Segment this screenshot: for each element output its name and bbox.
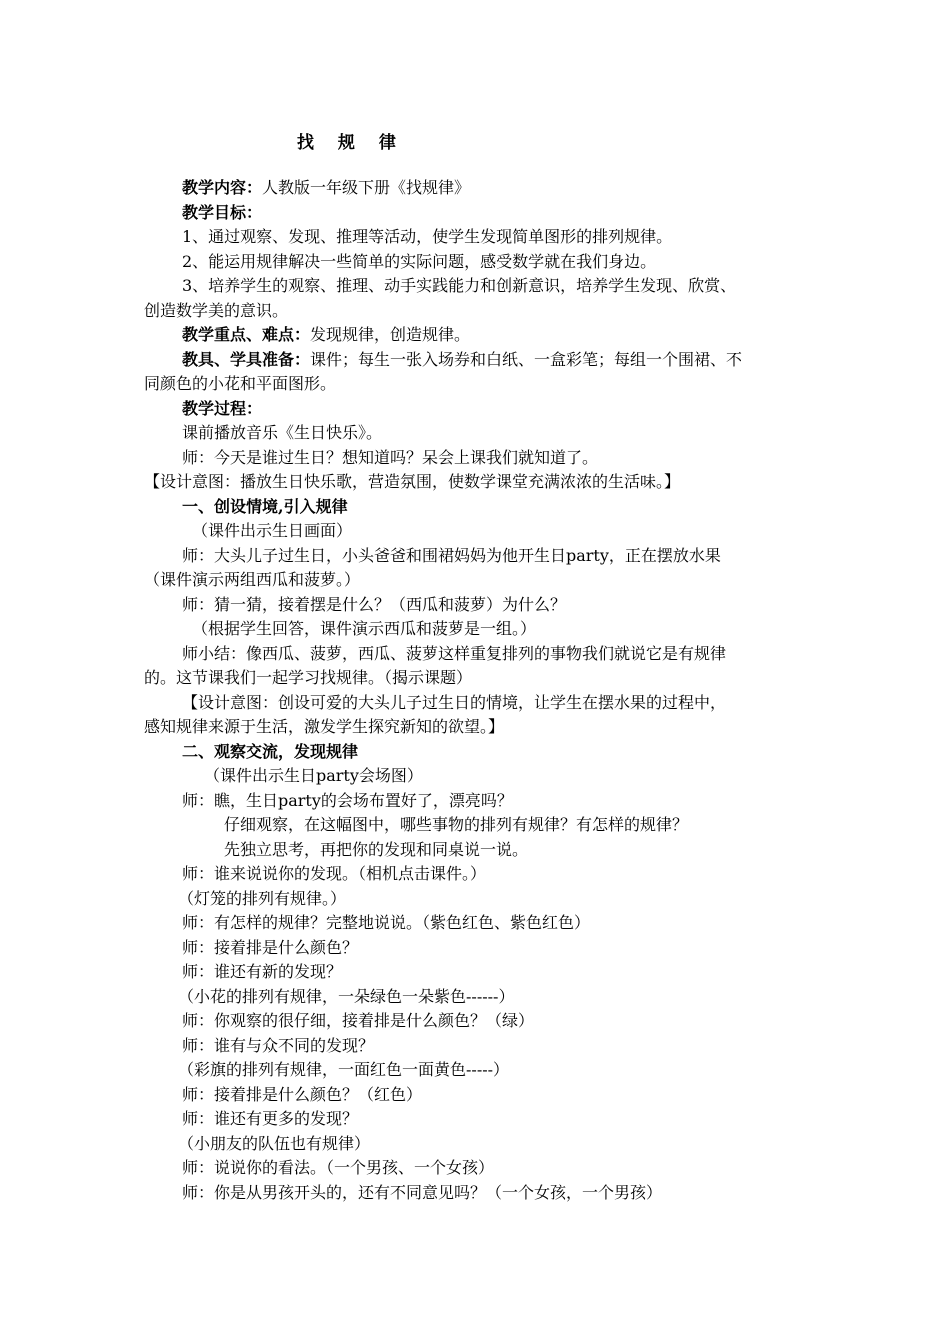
paragraph-line: 师：大头儿子过生日，小头爸爸和围裙妈妈为他开生日party，正在摆放水果 [182, 545, 721, 565]
paragraph-line: 课前播放音乐《生日快乐》。 [182, 423, 383, 442]
paragraph-line: （灯笼的排列有规律。） [178, 888, 347, 908]
paragraph-line: 师：今天是谁过生日？想知道吗？呆会上课我们就知道了。 [182, 447, 599, 467]
paragraph-line: 师：谁有与众不同的发现？ [182, 1035, 375, 1055]
paragraph-line: 师：接着排是什么颜色？（红色） [182, 1084, 423, 1104]
paragraph-line: 3、培养学生的观察、推理、动手实践能力和创新意识，培养学生发现、欣赏、 [182, 276, 737, 295]
paragraph-line: （课件出示生日画面） [192, 521, 353, 540]
paragraph-line: （根据学生回答，课件演示西瓜和菠萝是一组。） [192, 619, 537, 638]
paragraph-line: 的。这节课我们一起学习找规律。（揭示课题） [144, 668, 473, 687]
paragraph-line: （课件出示生日party会场图） [204, 766, 423, 785]
paragraph-line: （彩旗的排列有规律，一面红色一面黄色-----） [178, 1060, 510, 1079]
paragraph-line: 师：猜一猜，接着摆是什么？（西瓜和菠萝）为什么？ [182, 594, 567, 614]
paragraph-line: 师小结：像西瓜、菠萝，西瓜、菠萝这样重复排列的事物我们就说它是有规律 [182, 643, 727, 663]
paragraph-line: 师：有怎样的规律？完整地说说。（紫色红色、紫色红色） [182, 913, 591, 932]
document-title: 找 规 律 [297, 133, 405, 153]
paragraph-line: （小花的排列有规律，一朵绿色一朵紫色------） [178, 986, 515, 1006]
document-body [144, 176, 808, 1205]
paragraph-line: 【设计意图：创设可爱的大头儿子过生日的情境，让学生在摆水果的过程中， [182, 692, 727, 712]
section-heading: 二、观察交流，发现规律 [182, 741, 359, 761]
paragraph-line: 教具、学具准备：课件；每生一张入场券和白纸、一盒彩笔；每组一个围裙、不 [182, 349, 743, 369]
paragraph-line: 师：你是从男孩开头的，还有不同意见吗？（一个女孩，一个男孩） [182, 1182, 663, 1202]
paragraph-line: 教学过程： [182, 398, 263, 418]
paragraph-line: 感知规律来源于生活，激发学生探究新知的欲望。】 [144, 717, 505, 736]
paragraph-line: 师：谁还有新的发现？ [182, 962, 343, 981]
paragraph-line: 教学内容：人教版一年级下册《找规律》 [182, 178, 471, 197]
section-heading: 一、创设情境,引入规律 [182, 496, 348, 516]
paragraph-line: （小朋友的队伍也有规律） [178, 1133, 371, 1153]
paragraph-line: 教学目标： [182, 202, 263, 222]
paragraph-line: 先独立思考，再把你的发现和同桌说一说。 [224, 839, 529, 859]
paragraph-line: 创造数学美的意识。 [144, 300, 289, 320]
paragraph-line: 师：接着排是什么颜色？ [182, 937, 359, 957]
paragraph-line: 教学重点、难点：发现规律，创造规律。 [182, 325, 471, 344]
paragraph-line: 【设计意图：播放生日快乐歌，营造氛围，使数学课堂充满浓浓的生活味。】 [144, 472, 681, 491]
paragraph-line: 师：你观察的很仔细，接着排是什么颜色？（绿） [182, 1011, 535, 1030]
paragraph-line: 师：瞧，生日party的会场布置好了，漂亮吗？ [182, 790, 513, 810]
paragraph-line: 师：说说你的看法。（一个男孩、一个女孩） [182, 1158, 495, 1177]
paragraph-line: 2、能运用规律解决一些简单的实际问题，感受数学就在我们身边。 [182, 251, 657, 271]
paragraph-line: 仔细观察，在这幅图中，哪些事物的排列有规律？有怎样的规律？ [224, 815, 689, 834]
paragraph-line: （课件演示两组西瓜和菠萝。） [144, 570, 361, 589]
paragraph-line: 师：谁来说说你的发现。（相机点击课件。） [182, 864, 487, 883]
paragraph-line: 同颜色的小花和平面图形。 [144, 374, 337, 393]
paragraph-line: 1、通过观察、发现、推理等活动，使学生发现简单图形的排列规律。 [182, 227, 673, 246]
paragraph-line: 师：谁还有更多的发现？ [182, 1109, 359, 1128]
